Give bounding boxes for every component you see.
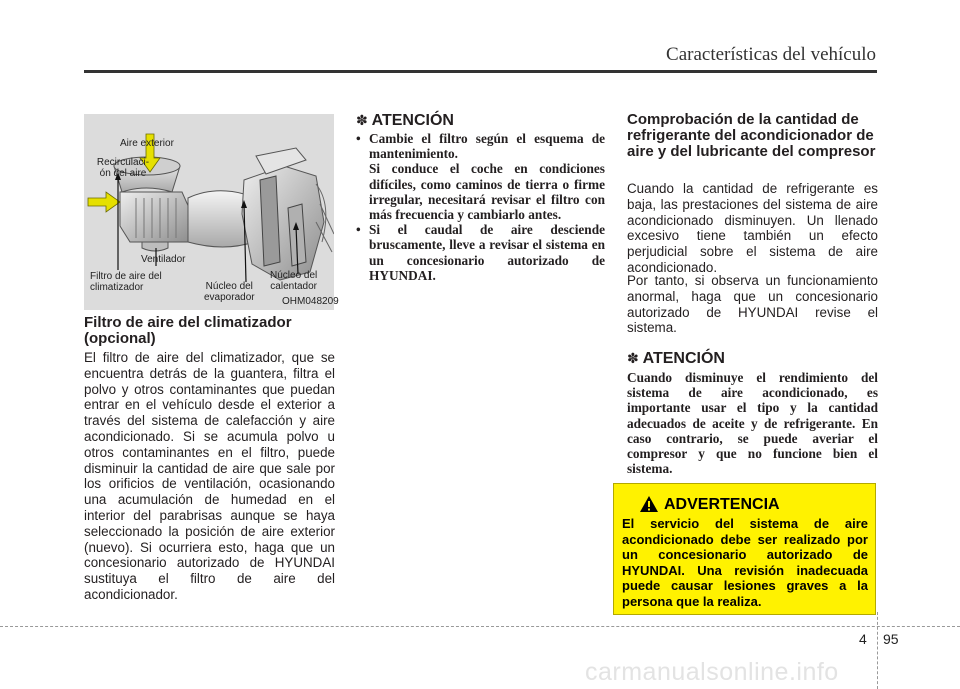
filter-description: El filtro de aire del climatizador, que se encuentra detrás de la guantera, filtra el polvo y otros contaminantes que puedan entrar en el vehículo desde el exterior a través del sistema de calefacción y aire acondicionado. Si se acumula polvo u otros contaminantes en el filtro, puede disminuir la cantidad de aire que sale por los orificios de ventilación, ocasionando una acumulación de humedad en el interior del parabrisas aunque se haya seleccionado la posición de aire exterior (nuevo). Si ocurriera esto, haga que un concesionario autorizado de HYUNDAI sustituya el filtro de aire del acondicionador. [84, 350, 335, 602]
label-recirculation: Recirculaci- ón del aire [96, 157, 150, 179]
attention-heading-2 [627, 350, 725, 368]
section-heading-refrigerant: Comprobación de la cantidad de refrigerante del acondicionador de aire y del lubricante del compresor [627, 111, 876, 160]
page-number: 95 [883, 631, 899, 647]
footer-rule [0, 626, 960, 627]
label-evaporator: Núcleo del evaporador [204, 281, 255, 303]
figure-code: OHM048209 [282, 296, 339, 307]
attention-title: ATENCIÓN [371, 112, 454, 129]
air-filter-diagram [84, 114, 339, 310]
list-item-text: Si el caudal de aire desciende bruscamente, lleve a revisar el sistema en un concesionario autorizado de HYUNDAI. [369, 222, 605, 283]
attention-body-2: Cuando disminuye el rendimiento del sistema de aire acondicionado, es importante usar el tipo y la cantidad adecuados de aceite y de refrigerante. En caso contrario, se puede averiar el compresor y que no funcione bien el sistema. [627, 370, 878, 477]
watermark: carmanualsonline.info [585, 658, 839, 686]
warning-title: ADVERTENCIA [664, 496, 780, 513]
label-filter: Filtro de aire del climatizador [90, 271, 162, 293]
warning-triangle-icon [639, 495, 659, 513]
label-outside-air: Aire exterior [120, 138, 174, 149]
warning-text: El servicio del sistema de aire acondicionado debe ser realizado por un concesionario autorizado de HYUNDAI. Una revisión inadecuada puede causar lesiones graves a la persona que la realiza. [622, 516, 868, 609]
refrigerant-paragraph-1: Cuando la cantidad de refrigerante es baja, las prestaciones del sistema de aire acondicionado disminuyen. Un llenado excesivo tiene también un efecto perjudicial sobre el sistema de aire acondicionado. [627, 181, 878, 275]
list-item [356, 131, 605, 222]
attention-title-2: ATENCIÓN [642, 350, 725, 367]
warning-box [613, 483, 876, 615]
label-blower: Ventilador [141, 254, 186, 265]
list-item-text: Cambie el filtro según el esquema de mantenimiento. Si conduce el coche en condiciones difíciles, como caminos de tierra o firme irregular, necesitará revisar el filtro con más frecuencia y cambiarlo antes. [369, 131, 605, 223]
list-item [356, 222, 605, 283]
footer-divider [877, 612, 878, 689]
header-rule [84, 70, 877, 73]
bullet-icon: • [356, 131, 361, 146]
section-title: Características del vehículo [666, 44, 876, 65]
attention-star-icon: ✽ [627, 351, 639, 367]
label-heater: Núcleo del calentador [270, 270, 318, 292]
chapter-number: 4 [859, 631, 867, 647]
section-heading-filter: Filtro de aire del climatizador (opcional) [84, 314, 292, 347]
attention-star-icon: ✽ [356, 113, 368, 129]
attention-list [356, 131, 605, 283]
bullet-icon: • [356, 222, 361, 238]
attention-heading [356, 112, 454, 130]
refrigerant-paragraph-2: Por tanto, si observa un funcionamiento anormal, haga que un concesionario autorizado de HYUNDAI revise el sistema. [627, 273, 878, 336]
